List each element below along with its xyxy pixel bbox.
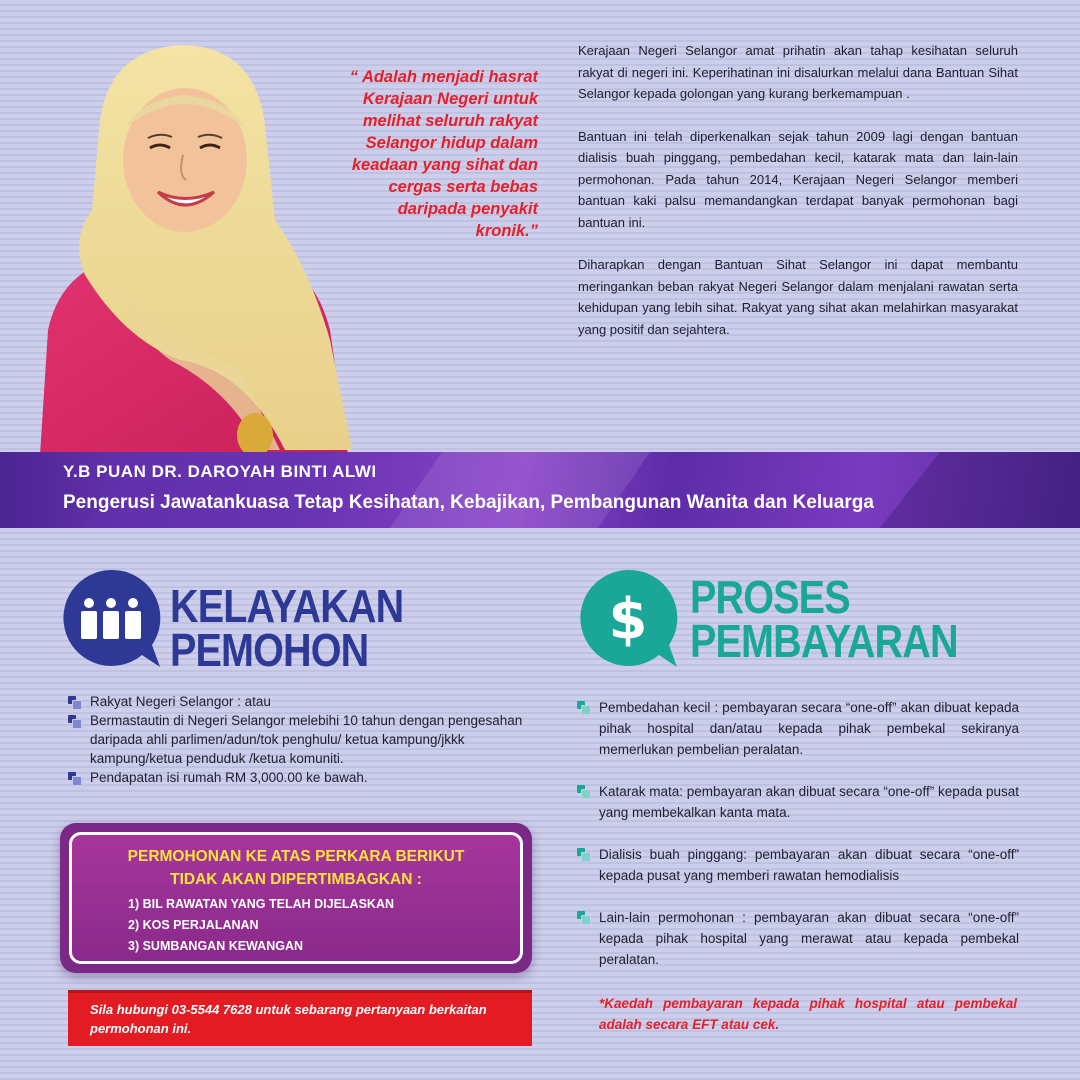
list-item-text: Pembedahan kecil : pembayaran secara “one-off” akan dibuat kepada pihak hospital dan/atau kepada pihak pembekal sekiranya memerlukan pembelian peralatan. [599,700,1019,757]
list-item-text: Katarak mata: pembayaran akan dibuat secara “one-off” kepada pusat yang membekalkan kanta mata. [599,784,1020,820]
bullet-icon [577,848,589,860]
payment-footnote: *Kaedah pembayaran kepada pihak hospital atau pembekal adalah secara EFT atau cek. [599,996,1017,1032]
banner-facet [390,452,650,528]
kelayakan-title-line: PEMOHON [170,624,369,676]
contact-bar: Sila hubungi 03-5544 7628 untuk sebarang pertanyaan berkaitan permohonan ini. [68,990,532,1046]
kelayakan-list [68,692,528,787]
people-chat-icon [60,567,162,671]
list-item [577,781,1019,823]
notice-list [128,894,520,957]
bullet-icon [577,911,589,923]
dollar-symbol: $ [608,587,648,652]
banner-facet [880,452,1080,528]
official-role: Pengerusi Jawatankuasa Tetap Kesihatan, Kebajikan, Pembangunan Wanita dan Keluarga [63,492,874,513]
dollar-chat-icon [577,567,679,671]
bullet-icon [68,715,80,727]
notice-item: 3) SUMBANGAN KEWANGAN [128,939,303,953]
portrait-photo [30,40,365,455]
bullet-icon [577,701,589,713]
kelayakan-title-line: KELAYAKAN [170,580,404,632]
official-name: Y.B PUAN DR. DAROYAH BINTI ALWI [63,462,377,481]
notice-heading-line: TIDAK AKAN DIPERTIMBAGKAN : [170,871,422,888]
proses-title-line: PROSES [690,571,850,623]
intro-paragraph: Bantuan ini telah diperkenalkan sejak tahun 2009 lagi dengan bantuan dialisis buah pinggang, pembedahan kecil, katarak mata dan lain-lain permohonan. Pada tahun 2014, Kerajaan Negeri Selangor memberi bantuan kaki palsu memandangkan terdapat banyak permohonan bagi bantuan ini. [578,128,1018,230]
notice-item: 2) KOS PERJALANAN [128,918,259,932]
list-item-text: Rakyat Negeri Selangor : atau [90,694,271,709]
notice-item: 1) BIL RAWATAN YANG TELAH DIJELASKAN [128,897,394,911]
list-item [68,711,528,768]
notice-inner [69,832,523,964]
list-item [577,844,1019,886]
bullet-icon [68,772,80,784]
proses-title [690,571,958,667]
list-item [577,697,1019,760]
intro-paragraph: Diharapkan dengan Bantuan Sihat Selangor ini dapat membantu meringankan beban rakyat Negeri Selangor dalam menjalani rawatan serta kehidupan yang lebih sihat. Rakyat yang sihat akan melahirkan masyarakat yang positif dan sejahtera. [578,257,1018,337]
notice-box [60,823,532,973]
list-item [68,768,528,787]
list-item-text: Dialisis buah pinggang: pembayaran akan dibuat secara “one-off” kepada pusat yang memberi rawatan hemodialisis [599,847,1019,883]
list-item-text: Bermastautin di Negeri Selangor melebihi 10 tahun dengan pengesahan daripada ahli parlimen/adun/tok penghulu/ ketua kampung/jkkk kampung/ketua penduduk /ketua komuniti. [90,713,523,766]
proses-title-line: PEMBAYARAN [690,615,958,667]
bullet-icon [68,696,80,708]
notice-heading [72,845,520,891]
quote-text: “ Adalah menjadi hasrat Kerajaan Negeri untuk melihat seluruh rakyat Selangor hidup dalam keadaan yang sihat dan cergas serta bebas daripada penyakit kronik.” [349,68,538,240]
list-item-text: Lain-lain permohonan : pembayaran akan dibuat secara “one-off” kepada pihak hospital yang merawat atau kepada pembekal peralatan. [599,910,1019,967]
proses-list [577,697,1019,991]
intro-paragraph: Kerajaan Negeri Selangor amat prihatin akan tahap kesihatan seluruh rakyat di negeri ini. Keperihatinan ini disalurkan melalui dana Bantuan Sihat Selangor kepada golongan yang kurang berkemampuan . [578,43,1018,101]
bullet-icon [577,785,589,797]
notice-heading-line: PERMOHONAN KE ATAS PERKARA BERIKUT [127,848,465,865]
intro-section [578,40,1018,361]
list-item-text: Pendapatan isi rumah RM 3,000.00 ke bawah. [90,770,368,785]
list-item [68,692,528,711]
kelayakan-title [170,580,404,676]
list-item [577,907,1019,970]
